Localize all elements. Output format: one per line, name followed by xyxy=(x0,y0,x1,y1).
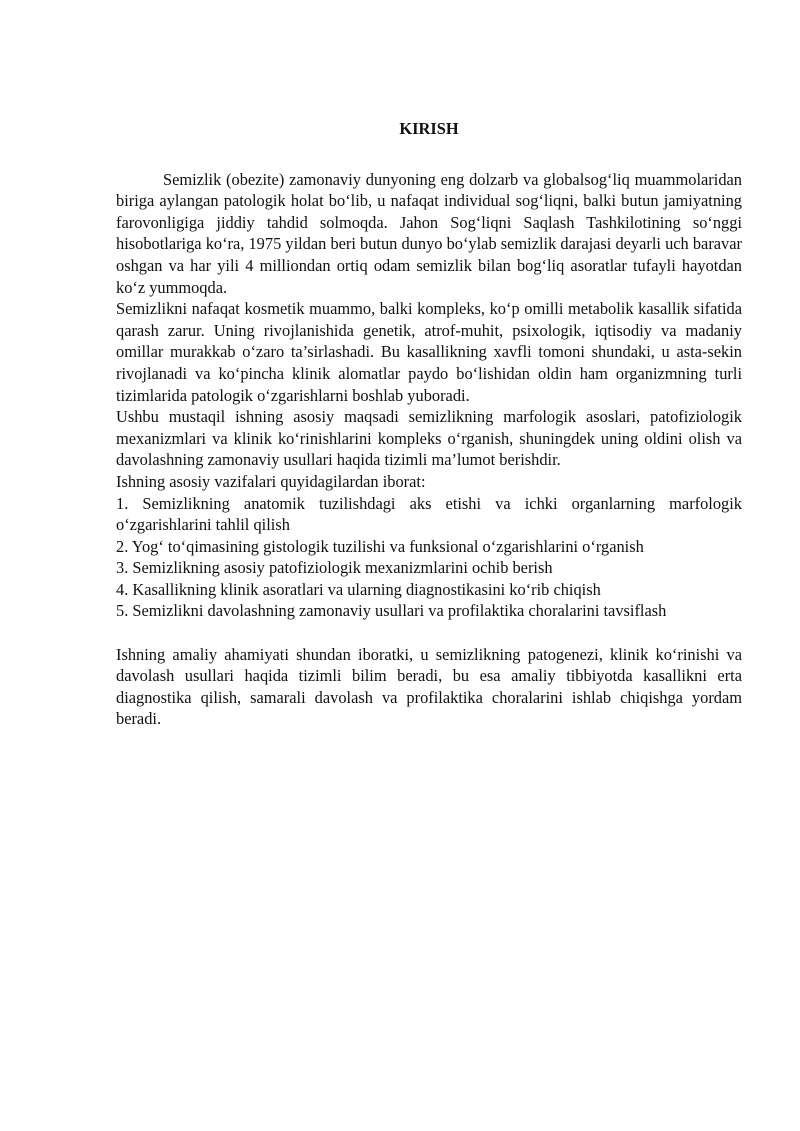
list-item: 4. Kasallikning klinik asoratlari va ularning diagnostikasini ko‘rib chiqish xyxy=(116,579,601,599)
tasks-list xyxy=(116,493,742,623)
list-item: 3. Semizlikning asosiy patofiziologik mexanizmlarini ochib berish xyxy=(116,558,553,578)
document-page xyxy=(116,118,742,730)
paragraph-3: Ushbu mustaqil ishning asosiy maqsadi semizlikning marfologik asoslari, patofiziologik mexanizmlari va klinik ko‘rinishlarini kompleks o‘rganish, shuningdek uning oldini olish va davolashning zamonaviy usullari haqida tizimli ma’lumot berishdir. xyxy=(116,407,742,470)
intro-paragraph: Semizlik (obezite) zamonaviy dunyoning eng dolzarb va globalsog‘liq muammolaridan biriga aylangan patologik holat bo‘lib, u nafaqat individual sog‘liqni, balki butun jamiyatning farovonligiga jiddiy tahdid solmoqda. Jahon Sog‘liqni Saqlash Tashkilotining so‘nggi hisobotlariga ko‘ra, 1975 yildan beri butun dunyo bo‘ylab semizlik darajasi deyarli uch baravar oshgan va har yili 4 milliondan ortiq odam semizlik bilan bog‘liq asoratlar tufayli hayotdan ko‘z yummoqda. xyxy=(116,169,742,297)
list-item: 2. Yog‘ to‘qimasining gistologik tuzilishi va funksional o‘zgarishlarini o‘rganish xyxy=(116,536,644,556)
tasks-heading: Ishning asosiy vazifalari quyidagilardan iborat: xyxy=(116,471,426,491)
page-title: KIRISH xyxy=(399,119,459,138)
blank-line xyxy=(116,622,742,644)
paragraph-2: Semizlikni nafaqat kosmetik muammo, balki kompleks, ko‘p omilli metabolik kasallik sifatida qarash zarur. Uning rivojlanishida genetik, atrof-muhit, psixologik, iqtisodiy va madaniy omillar murakkab o‘zaro ta’sirlashadi. Bu kasallikning xavfli tomoni shundaki, u asta-sekin rivojlanadi va ko‘pincha klinik alomatlar paydo bo‘lishidan oldin ham organizmning turli tizimlarida patologik o‘zgarishlarni boshlab yuboradi. xyxy=(116,299,742,405)
closing-paragraph: Ishning amaliy ahamiyati shundan iboratki, u semizlikning patogenezi, klinik ko‘rinishi va davolash usullari haqida tizimli bilim beradi, bu esa amaliy tibbiyotda kasallikni erta diagnostika qilish, samarali davolash va profilaktika choralarini ishlab chiqishga yordam beradi. xyxy=(116,644,742,729)
list-item: 5. Semizlikni davolashning zamonaviy usullari va profilaktika choralarini tavsiflash xyxy=(116,601,667,621)
list-item: 1. Semizlikning anatomik tuzilishdagi aks etishi va ichki organlarning marfologik o‘zgarishlarini tahlil qilish xyxy=(116,493,742,535)
